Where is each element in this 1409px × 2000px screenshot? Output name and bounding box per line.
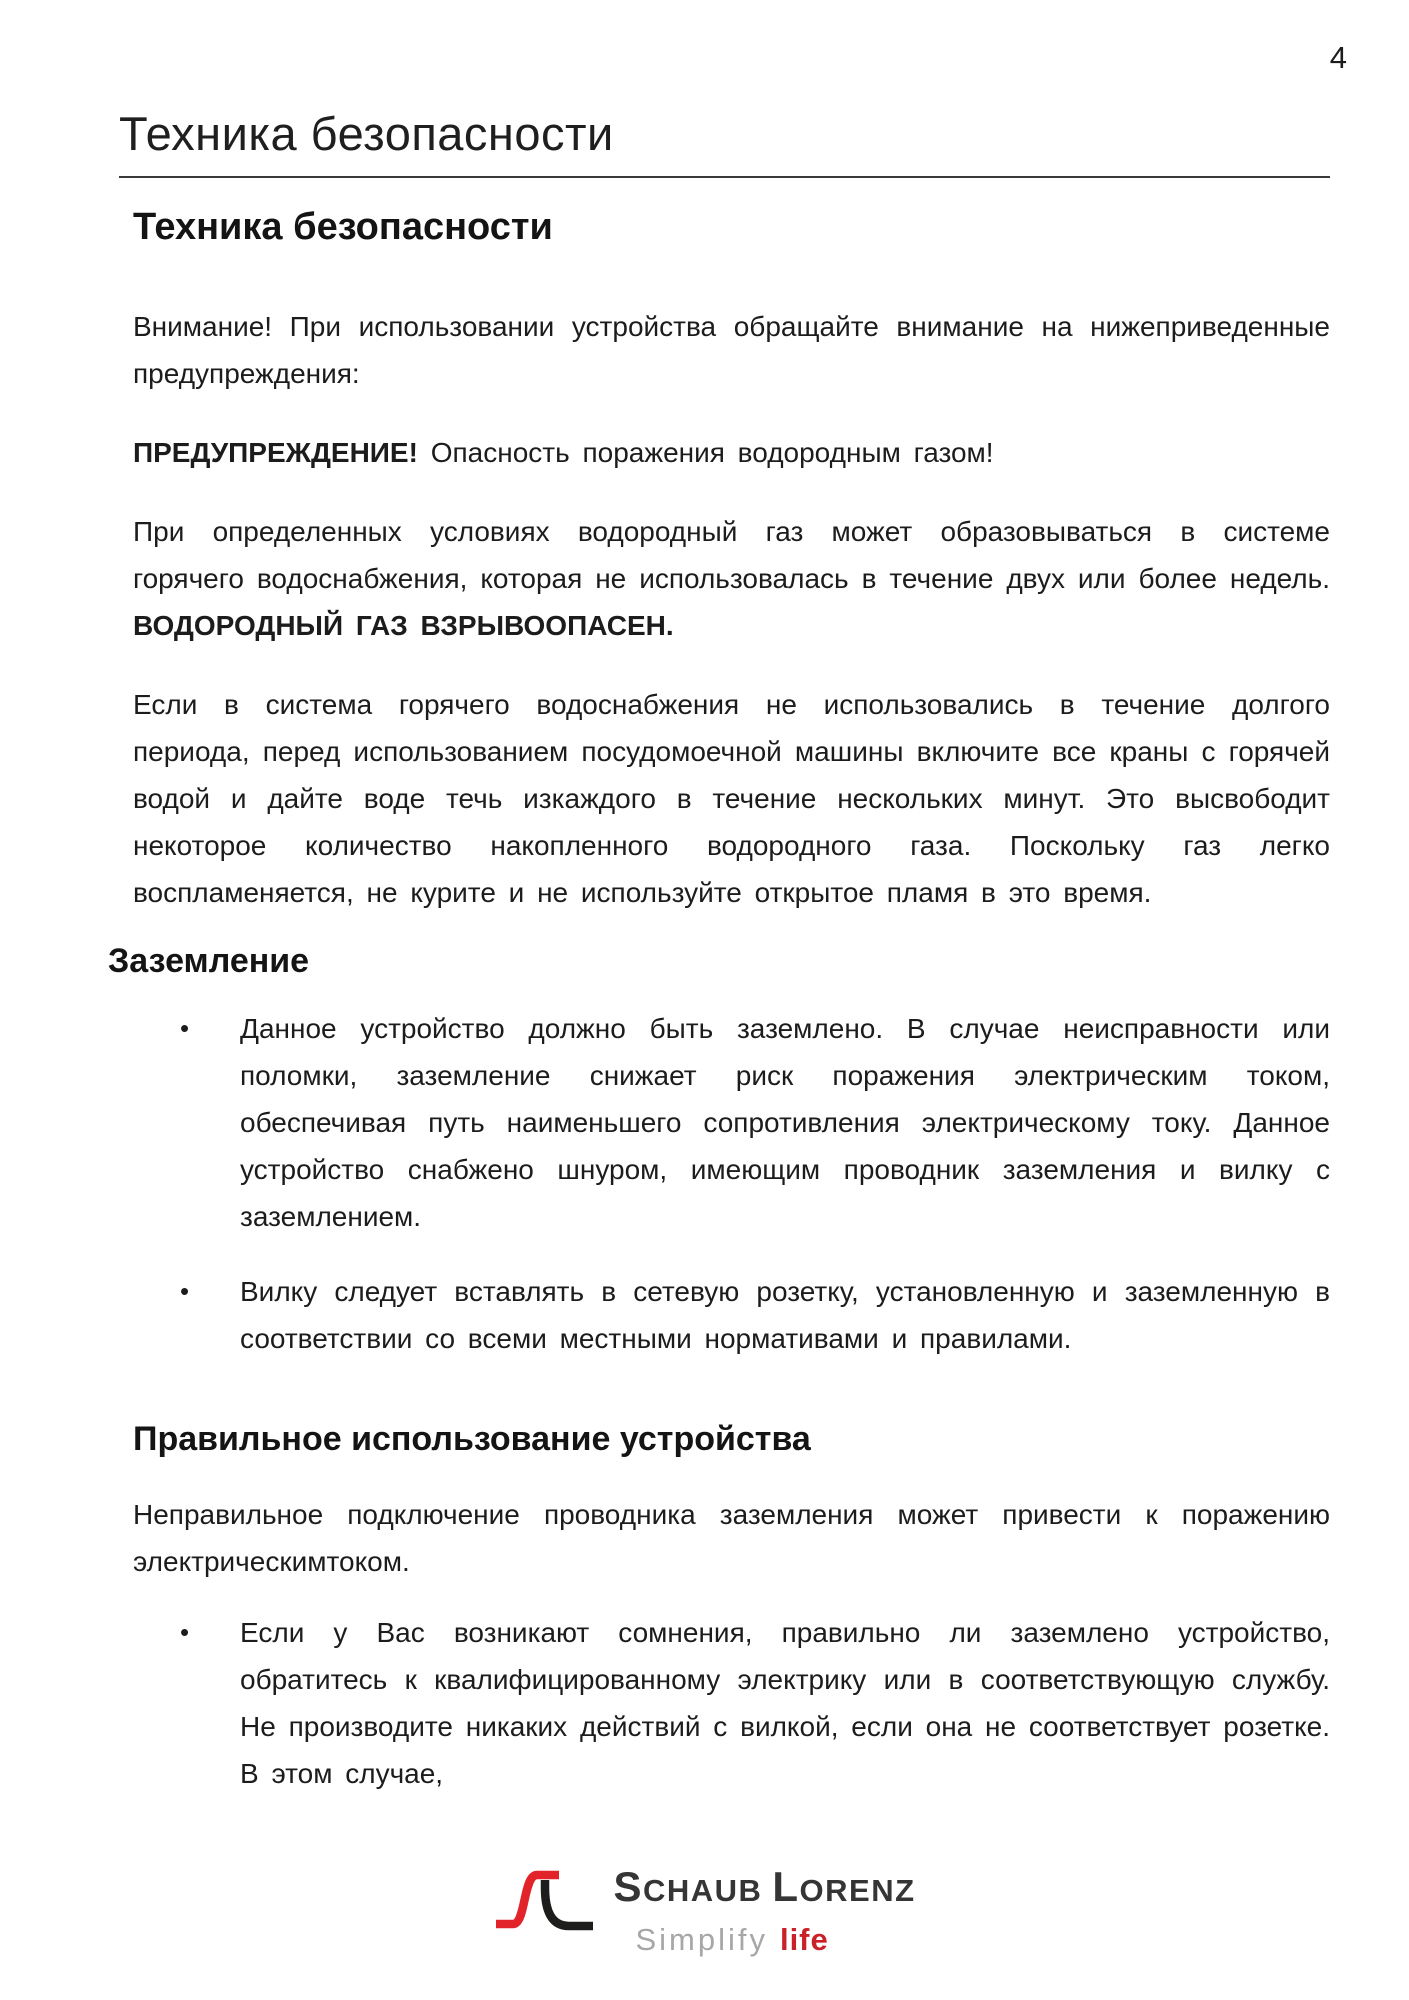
hydrogen-text: При определенных условиях водородный газ может образовываться в системе горячего водоснабжения, которая не использовалась в течение двух или более недель. [133, 516, 1330, 594]
tagline-simplify: Simplify [635, 1922, 768, 1957]
list-item-text: Данное устройство должно быть заземлено. В случае неисправности или поломки, заземление снижает риск поражения электрическим током, обеспечивая путь наименьшего сопротивления электрическому току. Данное устройство снабжено шнуром, имеющим проводник заземления и вилку с заземлением. [240, 1013, 1330, 1232]
list-item [133, 1609, 1330, 1797]
hydrogen-paragraph-2: Если в система горячего водоснабжения не использовались в течение долгого периода, перед использованием посудомоечной машины включите все краны с горячей водой и дайте воде течь изкаждого в течение нескольких минут. Это высвободит некоторое количество накопленного водородного газа. Поскольку газ легко воспламеняется, не курите и не используйте открытое пламя в это время. [133, 689, 1330, 908]
list-item-text: Вилку следует вставлять в сетевую розетку, установленную и заземленную в соответствии со всеми местными нормативами и правилами. [240, 1276, 1330, 1354]
warning-text: Опасность поражения водородным газом! [417, 437, 994, 468]
brand-block [613, 1865, 915, 1958]
page-number: 4 [1329, 40, 1347, 75]
hydrogen-danger-text: ВОДОРОДНЫЙ ГАЗ ВЗРЫВООПАСЕН. [133, 610, 674, 641]
proper-use-paragraph: Неправильное подключение проводника заземления может привести к поражению электрическимтоком. [133, 1499, 1330, 1577]
bullet-icon: • [180, 1013, 190, 1043]
hydrogen-paragraph-1 [133, 508, 1330, 649]
tagline-life: life [779, 1922, 829, 1957]
document-content [108, 0, 1330, 1797]
chapter-title: Техника безопасности [119, 106, 1330, 178]
list-item [133, 1005, 1330, 1240]
bullet-icon: • [180, 1617, 190, 1647]
list-item [133, 1268, 1330, 1362]
brand-tagline [613, 1922, 915, 1958]
warning-label: ПРЕДУПРЕЖДЕНИЕ! [133, 437, 418, 468]
grounding-bullet-list [133, 1005, 1330, 1362]
bullet-icon: • [180, 1276, 190, 1306]
brand-name [613, 1865, 915, 1919]
brand-text: CHAUB [642, 1873, 763, 1908]
proper-use-heading: Правильное использование устройства [133, 1420, 811, 1458]
warning-paragraph [133, 429, 1330, 476]
brand-text: ORENZ [799, 1873, 916, 1908]
proper-use-bullet-list [133, 1609, 1330, 1797]
section-title: Техника безопасности [133, 206, 553, 248]
list-item-text: Если у Вас возникают сомнения, правильно ли заземлено устройство, обратитесь к квалифицированному электрику или в соответствующую службу. Не производите никаких действий с вилкой, если она не соответствует розетке. В этом случае, [240, 1617, 1330, 1789]
brand-letter: L [772, 1863, 800, 1910]
intro-paragraph: Внимание! При использовании устройства обращайте внимание на нижеприведенные предупреждения: [133, 311, 1330, 389]
schaub-lorenz-logo [493, 1865, 915, 1958]
brand-letter: S [613, 1863, 643, 1910]
grounding-heading: Заземление [108, 942, 310, 980]
schaub-lorenz-logo-mark-icon [493, 1865, 597, 1939]
page-footer [0, 1865, 1409, 1958]
